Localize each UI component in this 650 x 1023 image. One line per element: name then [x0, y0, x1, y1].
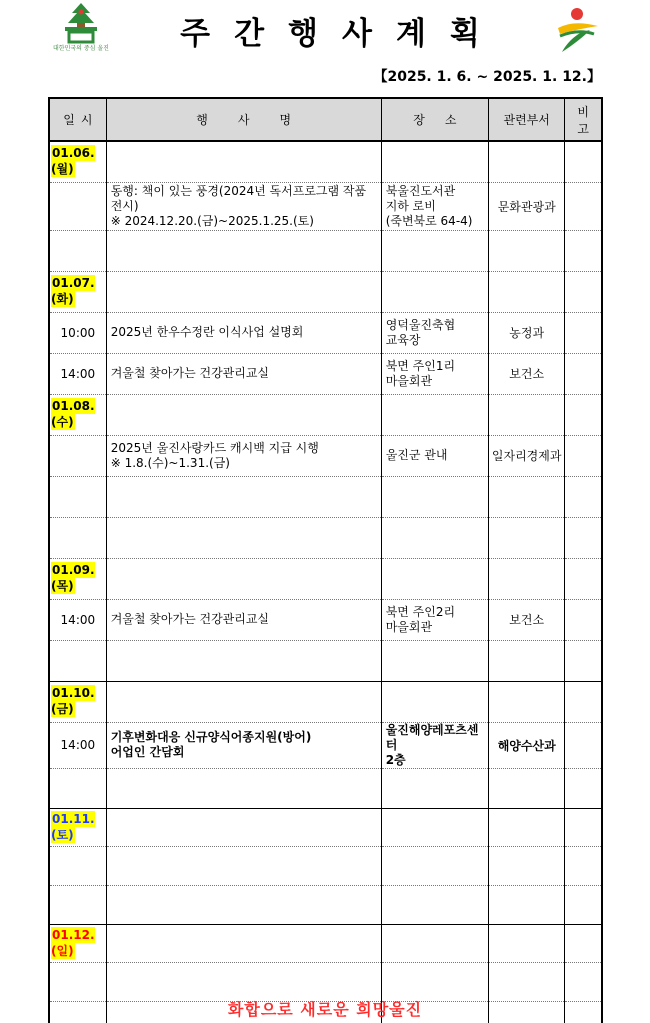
event-note-cell — [565, 768, 602, 808]
event-name-cell — [106, 517, 381, 558]
day-header-row — [49, 394, 602, 435]
table-row — [49, 722, 602, 768]
col-header-dept: 관련부서 — [489, 98, 565, 141]
table-row — [49, 517, 602, 558]
event-dept: 보건소 — [489, 599, 565, 640]
table-header-row — [49, 98, 602, 141]
county-emblem-icon — [552, 4, 604, 56]
day-header-row — [49, 681, 602, 722]
table-row — [49, 353, 602, 394]
event-dept — [489, 476, 565, 517]
event-time — [49, 846, 106, 885]
table-row — [49, 599, 602, 640]
table-row — [49, 435, 602, 476]
event-name: 동행: 책이 있는 풍경(2024년 독서프로그램 작품 전시) — [110, 183, 367, 213]
event-time — [49, 885, 106, 924]
event-place-detail: 2층 — [385, 752, 406, 767]
event-time — [49, 476, 106, 517]
empty-cell — [106, 558, 381, 599]
event-place-detail: 교육장 — [385, 332, 421, 347]
event-name-cell — [106, 640, 381, 681]
event-name-cell — [106, 435, 381, 476]
day-date-cell — [49, 924, 106, 962]
day-date: 01.06.(월) — [51, 146, 95, 177]
event-place: 영덕울진축협 — [385, 317, 456, 332]
empty-cell — [381, 558, 488, 599]
event-note-cell — [565, 353, 602, 394]
empty-cell — [489, 924, 565, 962]
table-row — [49, 230, 602, 271]
event-place: 울진해양레포츠센터 — [385, 722, 479, 752]
event-note-cell — [565, 885, 602, 924]
pine-tree-logo-icon — [50, 2, 112, 44]
event-place-detail: 마을회관 — [385, 619, 433, 634]
event-name-cell — [106, 722, 381, 768]
event-place-detail: 지하 로비 — [385, 198, 436, 213]
table-row — [49, 640, 602, 681]
event-note: 어업인 간담회 — [110, 745, 185, 759]
empty-cell — [106, 394, 381, 435]
event-dept: 일자리경제과 — [489, 435, 565, 476]
event-name-cell — [106, 846, 381, 885]
event-place-cell — [381, 312, 488, 353]
event-name-cell — [106, 182, 381, 230]
day-date-cell — [49, 808, 106, 846]
event-name-cell — [106, 230, 381, 271]
empty-cell — [489, 558, 565, 599]
event-note-cell — [565, 517, 602, 558]
event-note: ※ 2024.12.20.(금)~2025.1.25.(토) — [110, 213, 314, 228]
footer-slogan: 화합으로 새로운 희망울진 — [227, 1000, 423, 1019]
event-place: 북면 주인1리 — [385, 358, 456, 373]
table-row — [49, 768, 602, 808]
empty-cell — [381, 141, 488, 182]
event-name-cell — [106, 599, 381, 640]
page-title: 주간행사계획 — [180, 16, 504, 52]
event-place-cell — [381, 182, 488, 230]
event-note-cell — [565, 182, 602, 230]
event-name-cell — [106, 476, 381, 517]
event-note-cell — [565, 640, 602, 681]
day-header-row — [49, 558, 602, 599]
day-header-row — [49, 924, 602, 962]
empty-cell — [106, 271, 381, 312]
day-date-cell — [49, 681, 106, 722]
event-place-cell — [381, 599, 488, 640]
empty-cell — [489, 394, 565, 435]
event-note-cell — [565, 476, 602, 517]
schedule-period: 【2025. 1. 6. ~ 2025. 1. 12.】 — [373, 69, 601, 85]
event-time — [49, 768, 106, 808]
event-name: 겨울철 찾아가는 건강관리교실 — [110, 366, 270, 380]
event-name-cell — [106, 312, 381, 353]
day-date-cell — [49, 558, 106, 599]
event-name: 겨울철 찾아가는 건강관리교실 — [110, 612, 270, 626]
event-place-cell — [381, 435, 488, 476]
col-header-place: 장소 — [381, 98, 488, 141]
day-date: 01.10.(금) — [51, 686, 95, 716]
event-place-cell — [381, 353, 488, 394]
day-date: 01.07.(화) — [51, 276, 95, 306]
empty-cell — [381, 924, 488, 962]
event-dept — [489, 962, 565, 1001]
event-time: 10:00 — [49, 312, 106, 353]
event-name-cell — [106, 962, 381, 1001]
day-date: 01.08.(수) — [51, 399, 95, 429]
event-dept: 농정과 — [489, 312, 565, 353]
table-row — [49, 846, 602, 885]
event-time — [49, 230, 106, 271]
event-note-cell — [565, 312, 602, 353]
table-row — [49, 312, 602, 353]
empty-cell — [565, 394, 602, 435]
event-dept: 해양수산과 — [489, 722, 565, 768]
empty-cell — [565, 681, 602, 722]
table-row — [49, 182, 602, 230]
event-place-cell — [381, 476, 488, 517]
day-date: 01.11.(토) — [51, 811, 95, 842]
empty-cell — [565, 808, 602, 846]
event-name: 2025년 울진사랑카드 캐시백 지급 시행 — [110, 440, 319, 455]
day-date-cell — [49, 394, 106, 435]
event-place-cell — [381, 846, 488, 885]
event-note-cell — [565, 962, 602, 1001]
event-dept — [489, 768, 565, 808]
event-time — [49, 182, 106, 230]
empty-cell — [489, 681, 565, 722]
col-header-date: 일시 — [49, 98, 106, 141]
day-date-cell — [49, 271, 106, 312]
event-dept — [489, 230, 565, 271]
empty-cell — [565, 271, 602, 312]
empty-cell — [106, 924, 381, 962]
event-dept: 문화관광과 — [489, 182, 565, 230]
event-place-cell — [381, 640, 488, 681]
event-note-cell — [565, 230, 602, 271]
table-row — [49, 962, 602, 1001]
empty-cell — [381, 808, 488, 846]
event-note-cell — [565, 435, 602, 476]
event-time — [49, 962, 106, 1001]
day-header-row — [49, 808, 602, 846]
event-name: 기후변화대응 신규양식어종지원(방어) — [110, 730, 312, 744]
event-note-cell — [565, 599, 602, 640]
table-row — [49, 885, 602, 924]
event-dept — [489, 885, 565, 924]
event-name-cell — [106, 768, 381, 808]
empty-cell — [106, 681, 381, 722]
event-place-cell — [381, 517, 488, 558]
event-time — [49, 435, 106, 476]
empty-cell — [381, 271, 488, 312]
event-place: 울진군 관내 — [385, 448, 448, 462]
empty-cell — [106, 141, 381, 182]
col-header-event: 행사명 — [106, 98, 381, 141]
empty-cell — [565, 558, 602, 599]
empty-cell — [381, 681, 488, 722]
event-place-cell — [381, 885, 488, 924]
county-logo — [50, 2, 112, 54]
logo-slogan: 대한민국의 중심 울진 — [53, 45, 109, 52]
event-note: ※ 1.8.(수)~1.31.(금) — [110, 455, 230, 470]
event-name: 2025년 한우수정란 이식사업 설명회 — [110, 325, 304, 339]
event-name-cell — [106, 353, 381, 394]
empty-cell — [565, 141, 602, 182]
event-place: 북울진도서관 — [385, 183, 456, 198]
day-header-row — [49, 271, 602, 312]
table-row — [49, 476, 602, 517]
event-time — [49, 640, 106, 681]
day-date: 01.09.(목) — [51, 563, 95, 593]
event-place-address: (죽변북로 64-4) — [385, 213, 473, 228]
day-date-cell — [49, 141, 106, 182]
day-date: 01.12.(일) — [51, 927, 95, 958]
event-name-cell — [106, 885, 381, 924]
event-note-cell — [565, 722, 602, 768]
event-note-cell — [565, 846, 602, 885]
event-time: 14:00 — [49, 353, 106, 394]
event-place-detail: 마을회관 — [385, 373, 433, 388]
event-time — [49, 517, 106, 558]
event-place: 북면 주인2리 — [385, 604, 456, 619]
empty-cell — [381, 394, 488, 435]
empty-cell — [489, 141, 565, 182]
event-place-cell — [381, 768, 488, 808]
event-dept — [489, 640, 565, 681]
day-header-row — [49, 141, 602, 182]
event-time: 14:00 — [49, 722, 106, 768]
event-place-cell — [381, 722, 488, 768]
col-header-note: 비고 — [565, 98, 602, 141]
weekly-schedule-table — [48, 97, 603, 1023]
event-dept: 보건소 — [489, 353, 565, 394]
empty-cell — [106, 808, 381, 846]
event-place-cell — [381, 962, 488, 1001]
empty-cell — [489, 271, 565, 312]
schedule-body — [49, 141, 602, 1023]
event-dept — [489, 517, 565, 558]
event-time: 14:00 — [49, 599, 106, 640]
event-place-cell — [381, 230, 488, 271]
empty-cell — [565, 924, 602, 962]
empty-cell — [489, 808, 565, 846]
event-dept — [489, 846, 565, 885]
